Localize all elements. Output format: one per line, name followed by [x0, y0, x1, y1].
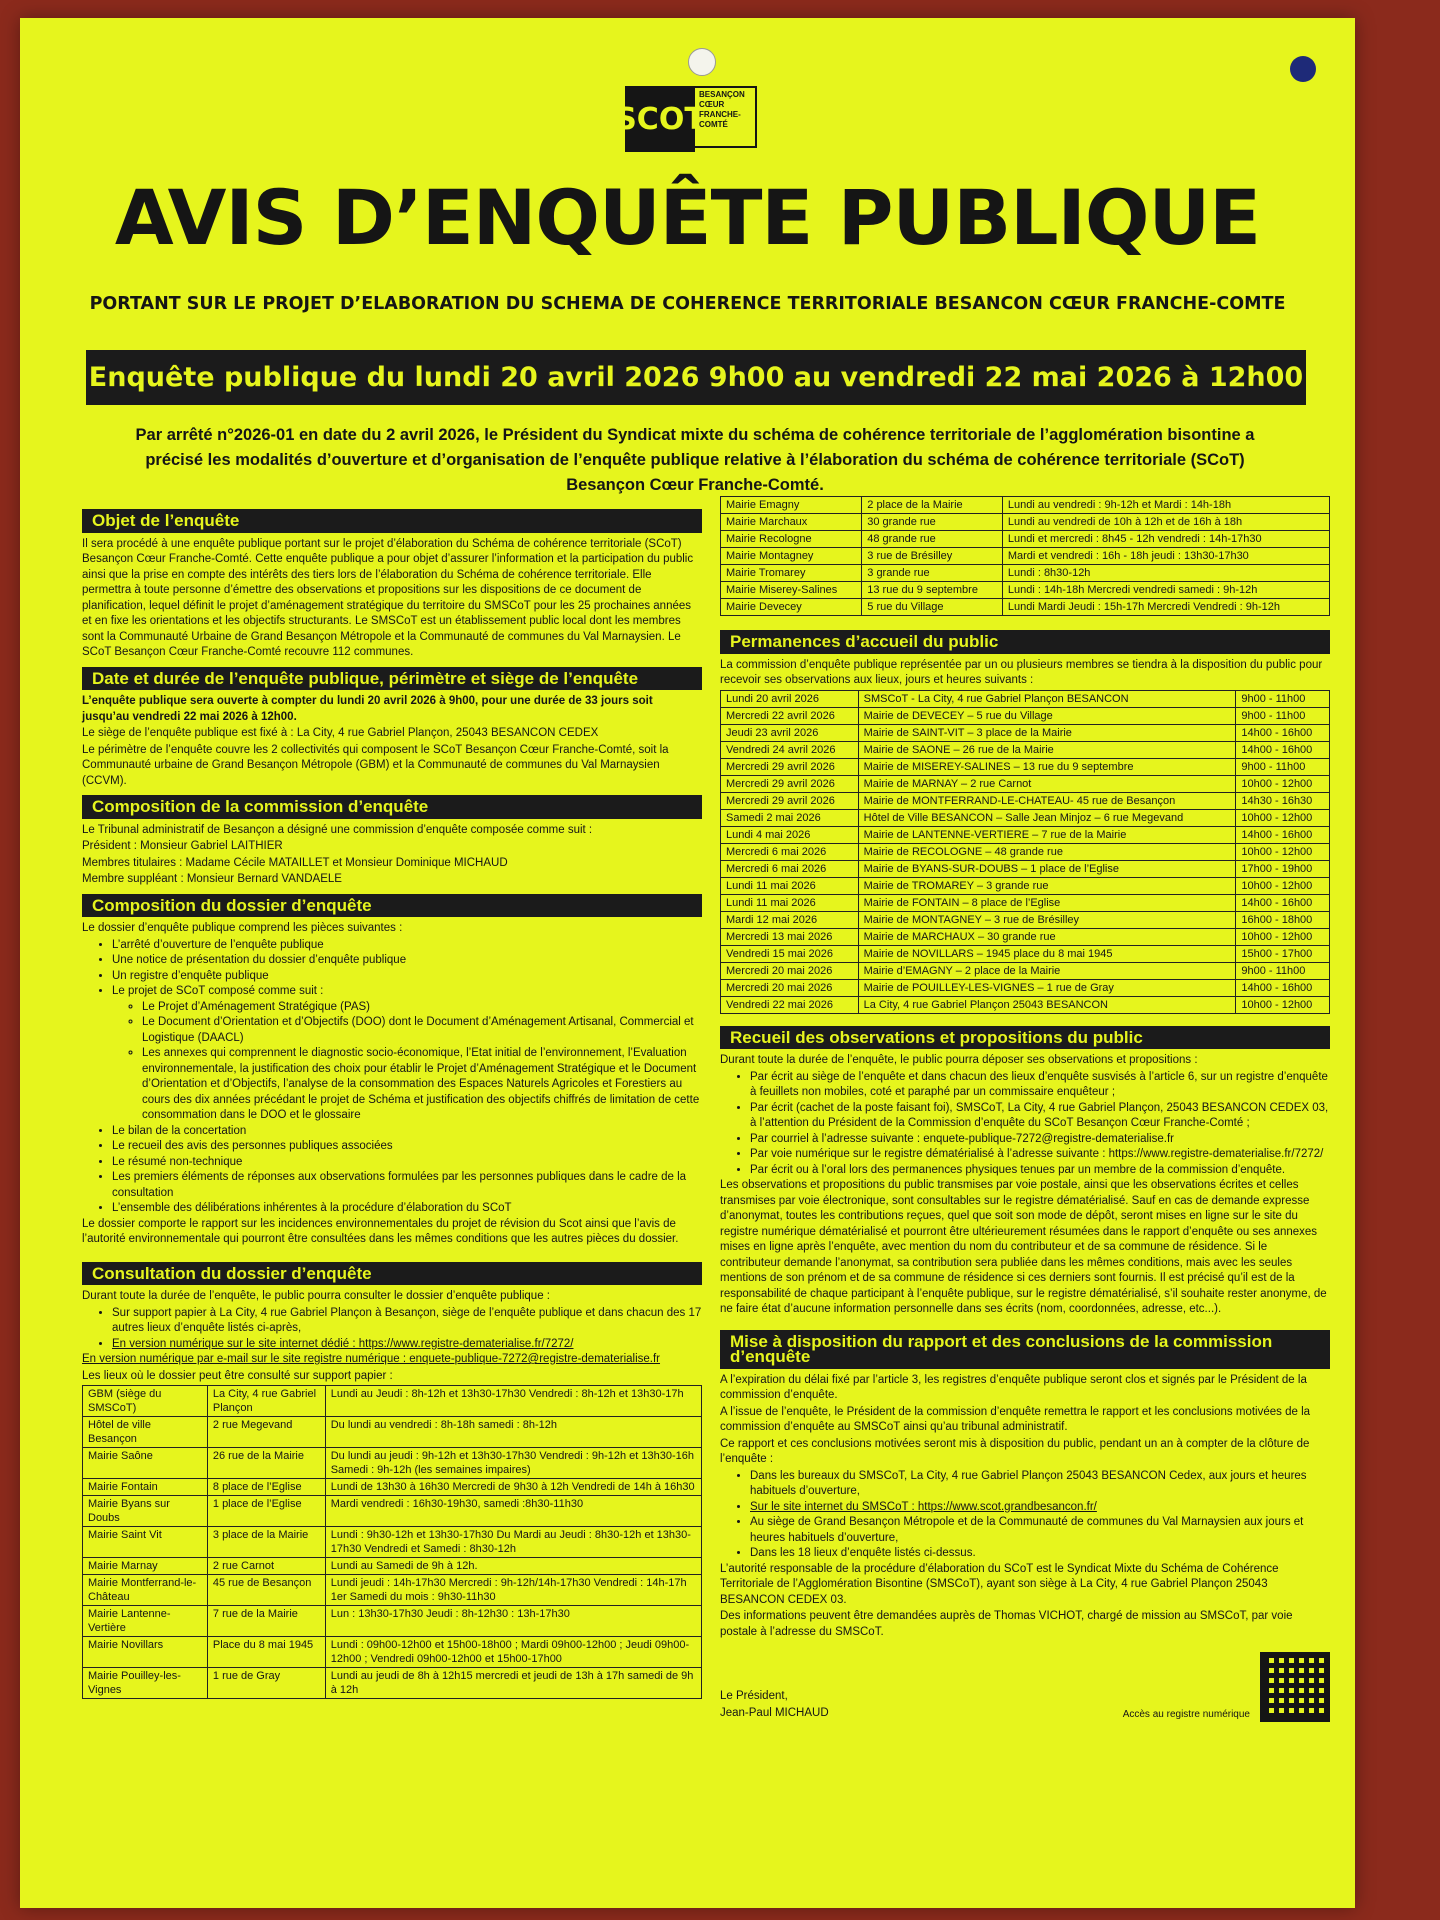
consult-mail[interactable]: En version numérique par e-mail sur le site registre numérique : enquete-publique-7272@registre-dematerialise.fr — [82, 1353, 661, 1365]
compo-text-2: Président : Monsieur Gabriel LAITHIER — [82, 840, 283, 852]
list-item: • Dans les bureaux du SMSCoT, La City, 4 rue Gabriel Plançon 25043 BESANCON Cedex, aux jours et heures habituels d’ouverture, — [750, 1469, 1330, 1500]
table-cell: Lun : 13h30-17h30 Jeudi : 8h-12h30 : 13h-17h30 — [325, 1606, 701, 1637]
table-cell: 14h00 - 16h00 — [1236, 894, 1330, 911]
table-cell: Mairie Marnay — [83, 1558, 208, 1575]
table-cell: 14h00 - 16h00 — [1236, 979, 1330, 996]
compo-text-4: Membre suppléant : Monsieur Bernard VANDAELE — [82, 873, 342, 885]
table-cell: Mairie de MONTAGNEY – 3 rue de Brésilley — [858, 911, 1236, 928]
dossier-outro: Le dossier comporte le rapport sur les incidences environnementales du projet de révision du Scot ainsi que l’avis de l’autorité environnementale qui pourront être consultées dans les mêmes conditions que les autres pièces du dossier. — [82, 1217, 679, 1245]
table-cell: Mercredi 13 mai 2026 — [721, 928, 859, 945]
intro-text: Par arrêté n°2026-01 en date du 2 avril 2026, le Président du Syndicat mixte du schéma de cohérence territoriale de l’agglomération bisontine a précisé les modalités d’ouverture et d’organisation de l’enquête publique relative à l’élaboration du schéma de cohérence territoriale (SCoT) Besançon Cœur Franche-Comté. — [135, 426, 1255, 494]
right-column — [720, 496, 1330, 1722]
table-row — [721, 894, 1330, 911]
table-cell: Mairie de SAINT-VIT – 3 place de la Mairie — [858, 724, 1236, 741]
signature — [720, 1689, 829, 1722]
table-cell: 15h00 - 17h00 — [1236, 945, 1330, 962]
table-cell: Lundi au Jeudi : 8h-12h et 13h30-17h30 Vendredi : 8h-12h et 13h30-17h — [325, 1386, 701, 1417]
mise-heading: Mise à disposition du rapport et des conclusions de la commission d’enquête — [720, 1330, 1330, 1369]
table-cell: 9h00 - 11h00 — [1236, 962, 1330, 979]
table-row — [83, 1527, 702, 1558]
mise-text-1: A l’expiration du délai fixé par l’article 3, les registres d’enquête publique seront clos et signés par le Président de la commission d’enquête. — [720, 1373, 1307, 1401]
table-row — [721, 792, 1330, 809]
table-cell: Lundi 4 mai 2026 — [721, 826, 859, 843]
dossier-list — [82, 938, 702, 1000]
table-cell: Lundi : 8h30-12h — [1002, 565, 1329, 582]
perm-intro: La commission d’enquête publique représentée par un ou plusieurs membres se tiendra à la disposition du public pour recevoir ses observations aux lieux, jours et heures suivants : — [720, 658, 1323, 686]
table-row — [721, 996, 1330, 1013]
table-cell: Mardi 12 mai 2026 — [721, 911, 859, 928]
places-table-2 — [720, 496, 1330, 616]
table-cell: Mairie Lantenne-Vertière — [83, 1606, 208, 1637]
date-banner: Enquête publique du lundi 20 avril 2026 9h00 au vendredi 22 mai 2026 à 12h00 — [86, 350, 1306, 405]
table-row — [721, 582, 1330, 599]
table-cell: Lundi au Samedi de 9h à 12h. — [325, 1558, 701, 1575]
table-cell: Lundi au jeudi de 8h à 12h15 mercredi et jeudi de 13h à 17h samedi de 9h à 12h — [325, 1668, 701, 1699]
table-cell: 2 place de la Mairie — [862, 497, 1003, 514]
list-item: • Un registre d’enquête publique — [112, 969, 702, 985]
table-cell: Mercredi 22 avril 2026 — [721, 707, 859, 724]
mise-text-3: Ce rapport et ces conclusions motivées seront mis à disposition du public, pendant un an à compter de la clôture de l’enquête : — [720, 1437, 1310, 1465]
table-row — [83, 1496, 702, 1527]
table-row — [83, 1575, 702, 1606]
table-cell: 10h00 - 12h00 — [1236, 809, 1330, 826]
table-cell: Mairie de MARNAY – 2 rue Carnot — [858, 775, 1236, 792]
mise-list — [720, 1469, 1330, 1562]
qr-block — [1123, 1652, 1330, 1722]
table-cell: GBM (siège du SMSCoT) — [83, 1386, 208, 1417]
table-cell: Lundi au vendredi de 10h à 12h et de 16h à 18h — [1002, 514, 1329, 531]
table-cell: Lundi : 14h-18h Mercredi vendredi samedi : 9h-12h — [1002, 582, 1329, 599]
table-cell: Du lundi au vendredi : 8h-18h samedi : 8h-12h — [325, 1417, 701, 1448]
signature-name: Jean-Paul MICHAUD — [720, 1706, 829, 1719]
table-row — [721, 826, 1330, 843]
table-row — [83, 1448, 702, 1479]
list-item: • Le résumé non-technique — [112, 1155, 702, 1171]
table-cell: 2 rue Carnot — [207, 1558, 325, 1575]
table-cell: Mairie de DEVECEY – 5 rue du Village — [858, 707, 1236, 724]
list-item: • Par écrit ou à l’oral lors des permanences physiques tenues par un membre de la commission d’enquête. — [750, 1163, 1330, 1179]
table-cell: Mairie Tromarey — [721, 565, 862, 582]
list-item: • Les premiers éléments de réponses aux observations formulées par les personnes publiques dans le cadre de la consultation — [112, 1170, 702, 1201]
table-cell: Mardi et vendredi : 16h - 18h jeudi : 13h30-17h30 — [1002, 548, 1329, 565]
table-cell: 3 place de la Mairie — [207, 1527, 325, 1558]
list-item: • Le projet de SCoT composé comme suit : — [112, 984, 702, 1000]
table-row — [83, 1668, 702, 1699]
table-cell: 48 grande rue — [862, 531, 1003, 548]
table-row — [721, 514, 1330, 531]
table-cell: Hôtel de Ville BESANCON – Salle Jean Minjoz – 6 rue Megevand — [858, 809, 1236, 826]
table-cell: SMSCoT - La City, 4 rue Gabriel Plançon BESANCON — [858, 690, 1236, 707]
table-cell: 10h00 - 12h00 — [1236, 775, 1330, 792]
table-row — [721, 497, 1330, 514]
table-cell: Lundi 11 mai 2026 — [721, 877, 859, 894]
table-cell: 45 rue de Besançon — [207, 1575, 325, 1606]
table-cell: Hôtel de ville Besançon — [83, 1417, 208, 1448]
scot-logo — [615, 86, 757, 152]
table-cell: Mairie de MONTFERRAND-LE-CHATEAU- 45 rue de Besançon — [858, 792, 1236, 809]
table-cell: Mairie de TROMAREY – 3 grande rue — [858, 877, 1236, 894]
pin-white — [688, 48, 716, 76]
pin-blue — [1290, 56, 1316, 82]
table-cell: Lundi 20 avril 2026 — [721, 690, 859, 707]
table-cell: 16h00 - 18h00 — [1236, 911, 1330, 928]
perm-heading: Permanences d’accueil du public — [720, 630, 1330, 654]
table-row — [721, 843, 1330, 860]
table-cell: Mairie de LANTENNE-VERTIERE – 7 rue de la Mairie — [858, 826, 1236, 843]
table-row — [721, 758, 1330, 775]
table-cell: Mairie Pouilley-les-Vignes — [83, 1668, 208, 1699]
table-cell: 30 grande rue — [862, 514, 1003, 531]
permanences-table — [720, 690, 1330, 1014]
table-cell: Mercredi 29 avril 2026 — [721, 775, 859, 792]
table-cell: Mairie Devecey — [721, 599, 862, 616]
table-row — [721, 928, 1330, 945]
list-item: ◦ Le Projet d’Aménagement Stratégique (PAS) — [142, 1000, 702, 1016]
compo-text-1: Le Tribunal administratif de Besançon a désigné une commission d’enquête composée comme suit : — [82, 823, 593, 836]
recueil-intro: Durant toute la durée de l’enquête, le public pourra déposer ses observations et propositions : — [720, 1054, 1198, 1066]
consult-intro: Durant toute la durée de l’enquête, le public pourra consulter le dossier d’enquête publique : — [82, 1290, 550, 1302]
table-row — [721, 690, 1330, 707]
dossier-sublist — [82, 1000, 702, 1124]
table-row — [721, 945, 1330, 962]
list-item: • Une notice de présentation du dossier d’enquête publique — [112, 953, 702, 969]
table-cell: Mairie Montagney — [721, 548, 862, 565]
table-cell: 10h00 - 12h00 — [1236, 928, 1330, 945]
table-cell: Mairie Miserey-Salines — [721, 582, 862, 599]
table-cell: Mairie Fontain — [83, 1479, 208, 1496]
compo-heading: Composition de la commission d’enquête — [82, 795, 702, 819]
table-row — [83, 1417, 702, 1448]
places-table — [82, 1385, 702, 1699]
table-cell: Lundi 11 mai 2026 — [721, 894, 859, 911]
table-cell: Mairie de NOVILLARS – 1945 place du 8 mai 1945 — [858, 945, 1236, 962]
table-cell: Mairie de RECOLOGNE – 48 grande rue — [858, 843, 1236, 860]
table-cell: 17h00 - 19h00 — [1236, 860, 1330, 877]
list-item: • Par écrit au siège de l’enquête et dans chacun des lieux d’enquête susvisés à l’article 6, sur un registre d’enquête à feuillets non mobiles, coté et paraphé par un commissaire enquêteur ; — [750, 1070, 1330, 1101]
mise-text-4: L’autorité responsable de la procédure d’élaboration du SCoT est le Syndicat Mixte du Schéma de Cohérence Territoriale de l’Agglomération Bisontine (SMSCoT), ayant son siège à La City, 4 rue Gabriel Plançon 25043 BESANCON CEDEX 03. — [720, 1562, 1279, 1606]
mise-text-2: A l’issue de l’enquête, le Président de la commission d’enquête remettra le rapport et les conclusions motivées de la commission d’enquête au SMSCoT ainsi qu’au tribunal administratif. — [720, 1405, 1311, 1433]
table-cell: 9h00 - 11h00 — [1236, 758, 1330, 775]
table-cell: 2 rue Megevand — [207, 1417, 325, 1448]
table-cell: Lundi de 13h30 à 16h30 Mercredi de 9h30 à 12h Vendredi de 14h à 16h30 — [325, 1479, 701, 1496]
table-row — [721, 809, 1330, 826]
table-cell: Lundi jeudi : 14h-17h30 Mercredi : 9h-12h/14h-17h30 Vendredi : 14h-17h 1er Samedi du mois : 9h30-11h30 — [325, 1575, 701, 1606]
table-cell: La City, 4 rue Gabriel Plançon — [207, 1386, 325, 1417]
table-cell: 14h00 - 16h00 — [1236, 741, 1330, 758]
table-cell: Mercredi 29 avril 2026 — [721, 792, 859, 809]
date-heading: Date et durée de l’enquête publique, périmètre et siège de l’enquête — [82, 667, 702, 691]
table-cell: Vendredi 22 mai 2026 — [721, 996, 859, 1013]
table-row — [721, 724, 1330, 741]
logo-subtitle: BESANÇON CŒUR FRANCHE-COMTÉ — [695, 86, 757, 148]
table-cell: Lundi au vendredi : 9h-12h et Mardi : 14h-18h — [1002, 497, 1329, 514]
table-cell: Lundi : 09h00-12h00 et 15h00-18h00 ; Mardi 09h00-12h00 ; Jeudi 09h00-12h00 ; Vendredi 09h00-12h00 et 15h00-17h00 — [325, 1637, 701, 1668]
table-cell: Lundi et mercredi : 8h45 - 12h vendredi : 14h-17h30 — [1002, 531, 1329, 548]
table-cell: Mairie Saint Vit — [83, 1527, 208, 1558]
table-row — [721, 531, 1330, 548]
list-item: • Par voie numérique sur le registre dématérialisé à l’adresse suivante : https://www.registre-dematerialise.fr/7272/ — [750, 1147, 1330, 1163]
list-item: • Au siège de Grand Besançon Métropole et de la Communauté de communes du Val Marnaysien aux jours et heures habituels d’ouverture, — [750, 1515, 1330, 1546]
table-row — [83, 1558, 702, 1575]
table-cell: 26 rue de la Mairie — [207, 1448, 325, 1479]
table-cell: Mercredi 6 mai 2026 — [721, 843, 859, 860]
table-cell: 10h00 - 12h00 — [1236, 877, 1330, 894]
table-cell: 14h30 - 16h30 — [1236, 792, 1330, 809]
table-cell: La City, 4 rue Gabriel Plançon 25043 BESANCON — [858, 996, 1236, 1013]
table-row — [721, 599, 1330, 616]
list-item: • Le recueil des avis des personnes publiques associées — [112, 1139, 702, 1155]
table-cell: Place du 8 mai 1945 — [207, 1637, 325, 1668]
table-row — [721, 548, 1330, 565]
subtitle: PORTANT SUR LE PROJET D’ELABORATION DU SCHEMA DE COHERENCE TERRITORIALE BESANCON CŒUR FRANCHE-COMTE — [89, 294, 1286, 314]
compo-text-3: Membres titulaires : Madame Cécile MATAILLET et Monsieur Dominique MICHAUD — [82, 856, 508, 869]
list-item[interactable]: • Sur le site internet du SMSCoT : https://www.scot.grandbesancon.fr/ — [750, 1500, 1330, 1516]
qr-label: Accès au registre numérique — [1122, 1708, 1250, 1720]
table-cell: 14h00 - 16h00 — [1236, 724, 1330, 741]
recueil-heading: Recueil des observations et propositions du public — [720, 1026, 1330, 1050]
table-cell: 3 rue de Brésilley — [862, 548, 1003, 565]
table-cell: Mairie Montferrand-le-Château — [83, 1575, 208, 1606]
page-title: AVIS D’ENQUÊTE PUBLIQUE — [114, 173, 1261, 262]
dossier-list-2 — [82, 1124, 702, 1217]
table-row — [83, 1386, 702, 1417]
recueil-text: Les observations et propositions du public transmises par voie postale, ainsi que les observations écrites et celles transmises par voie électronique, sont consultables sur le registre dématérialisé. Sauf en cas de demande expresse d’anonymat, toutes les contributions reçues, quel que soit son mode de dépôt, seront mises en ligne sur le site du registre numérique dématérialisé et pourront être ultérieurement résumées dans le rapport d’enquête ou ses annexes mises en ligne après l’enquête, avec mention du nom du contributeur et de sa commune de résidence. Si le contributeur demande l’anonymat, sa contribution sera publiée dans les mêmes conditions, mais avec les seules mentions de son prénom et de sa commune de résidence si ces derniers sont fournis. Il est précisé qu’il est de la responsabilité de chaque participant à l’enquête publique, sur le registre dématérialisé, s’il souhaite rester anonyme, de ne faire état d’aucune information personnelle dans ses écrits (nom, coordonnées, adresse, etc...). — [720, 1179, 1327, 1315]
table-cell: Mairie de SAONE – 26 rue de la Mairie — [858, 741, 1236, 758]
table-cell: Mairie Marchaux — [721, 514, 862, 531]
table-cell: 9h00 - 11h00 — [1236, 707, 1330, 724]
signature-row — [720, 1652, 1330, 1722]
table-cell: 8 place de l’Eglise — [207, 1479, 325, 1496]
table-cell: Lundi : 9h30-12h et 13h30-17h30 Du Mardi au Jeudi : 8h30-12h et 13h30-17h30 Vendredi et Samedi : 8h30-12h — [325, 1527, 701, 1558]
date-text-2: Le siège de l’enquête publique est fixé à : La City, 4 rue Gabriel Plançon, 25043 BESANCON CEDEX — [82, 727, 599, 739]
consult-heading: Consultation du dossier d’enquête — [82, 1262, 702, 1286]
table-cell: 1 place de l’Eglise — [207, 1496, 325, 1527]
table-cell: Mairie de FONTAIN – 8 place de l’Eglise — [858, 894, 1236, 911]
table-row — [721, 877, 1330, 894]
table-cell: Mairie de BYANS-SUR-DOUBS – 1 place de l’Eglise — [858, 860, 1236, 877]
dossier-intro: Le dossier d’enquête publique comprend les pièces suivantes : — [82, 922, 403, 934]
table-row — [721, 565, 1330, 582]
table-row — [721, 741, 1330, 758]
table-cell: Mairie de MARCHAUX – 30 grande rue — [858, 928, 1236, 945]
table-cell: Mercredi 20 mai 2026 — [721, 962, 859, 979]
table-cell: 3 grande rue — [862, 565, 1003, 582]
table-cell: 10h00 - 12h00 — [1236, 843, 1330, 860]
table-cell: 13 rue du 9 septembre — [862, 582, 1003, 599]
table-row — [83, 1606, 702, 1637]
table-cell: Mairie Recologne — [721, 531, 862, 548]
table-cell: 1 rue de Gray — [207, 1668, 325, 1699]
table-cell: Vendredi 15 mai 2026 — [721, 945, 859, 962]
list-item: • Dans les 18 lieux d’enquête listés ci-dessus. — [750, 1546, 1330, 1562]
table-cell: Mercredi 6 mai 2026 — [721, 860, 859, 877]
date-text-1: L’enquête publique sera ouverte à compter du lundi 20 avril 2026 à 9h00, pour une durée de 33 jours soit jusqu’au vendredi 22 mai 2026 à 12h00. — [82, 695, 653, 723]
table-row — [721, 860, 1330, 877]
signature-title: Le Président, — [720, 1690, 788, 1702]
list-item[interactable]: • En version numérique sur le site internet dédié : https://www.registre-dematerialise.fr/7272/ — [112, 1337, 702, 1353]
table-cell: Mercredi 20 mai 2026 — [721, 979, 859, 996]
table-cell: Mardi vendredi : 16h30-19h30, samedi :8h30-11h30 — [325, 1496, 701, 1527]
list-item: ◦ Les annexes qui comprennent le diagnostic socio-économique, l’Etat initial de l’environnement, l’Evaluation environnementale, la justification des choix pour établir le Projet d’Aménagement Stratégique et le Document d’Orientation et d’Objectifs, l’analyse de la consommation des Espaces Naturels Agricoles et Forestiers au cours des dix années précédant le projet de Schéma et justification des objectifs chiffrés de limitation de cette consommation dans le DOO et le glossaire — [142, 1046, 702, 1124]
table-row — [721, 775, 1330, 792]
table-cell: Lundi Mardi Jeudi : 15h-17h Mercredi Vendredi : 9h-12h — [1002, 599, 1329, 616]
consult-list — [82, 1306, 702, 1353]
table-row — [83, 1637, 702, 1668]
left-column — [82, 503, 702, 1699]
table-cell: Mairie d’EMAGNY – 2 place de la Mairie — [858, 962, 1236, 979]
table-cell: Vendredi 24 avril 2026 — [721, 741, 859, 758]
table-cell: 7 rue de la Mairie — [207, 1606, 325, 1637]
table-cell: Mairie Novillars — [83, 1637, 208, 1668]
table-row — [83, 1479, 702, 1496]
table-cell: 10h00 - 12h00 — [1236, 996, 1330, 1013]
list-item: • Le bilan de la concertation — [112, 1124, 702, 1140]
objet-heading: Objet de l’enquête — [82, 509, 702, 533]
table-cell: Du lundi au jeudi : 9h-12h et 13h30-17h30 Vendredi : 9h-12h et 13h30-16h Samedi : 9h-12h (les semaines impaires) — [325, 1448, 701, 1479]
list-item: • Par écrit (cachet de la poste faisant foi), SMSCoT, La City, 4 rue Gabriel Plançon, 25043 BESANCON CEDEX 03, à l’attention du Président de la Commission d’enquête du SCoT Besançon Cœur Franche-Comté ; — [750, 1101, 1330, 1132]
list-item: • Par courriel à l’adresse suivante : enquete-publique-7272@registre-dematerialise.fr — [750, 1132, 1330, 1148]
consult-places: Les lieux où le dossier peut être consulté sur support papier : — [82, 1369, 393, 1382]
objet-text: Il sera procédé à une enquête publique portant sur le projet d’élaboration du Schéma de cohérence territoriale (SCoT) Besançon Cœur Franche-Comté. Cette enquête publique a pour objet d’assurer l’information et la participation du public ainsi que la prise en compte des intérêts des tiers lors de l’élaboration du Schéma de cohérence territoriale. Elle permettra à toute personne d’émettre des observations et propositions sur les dispositions de ce document de planification, lequel définit le projet d’aménagement stratégique du territoire du SMSCoT pour les 25 prochaines années et en fixe les orientations et les objectifs structurants. Le SMSCoT est un établissement public local dont les membres sont la Communauté Urbaine de Grand Besançon Métropole et la Communauté de communes du Val Marnaysien. Le SCoT Besançon Cœur Franche-Comté recouvre 112 communes. — [82, 537, 694, 658]
table-cell: Samedi 2 mai 2026 — [721, 809, 859, 826]
qr-code-icon[interactable] — [1260, 1652, 1330, 1722]
table-cell: 14h00 - 16h00 — [1236, 826, 1330, 843]
table-row — [721, 911, 1330, 928]
dossier-heading: Composition du dossier d’enquête — [82, 894, 702, 918]
table-row — [721, 707, 1330, 724]
table-cell: Mairie de MISEREY-SALINES – 13 rue du 9 septembre — [858, 758, 1236, 775]
table-row — [721, 979, 1330, 996]
mise-text-5: Des informations peuvent être demandées auprès de Thomas VICHOT, chargé de mission au SMSCoT, par voie postale à l’adresse du SMSCoT. — [720, 1610, 1293, 1638]
list-item: • L’ensemble des délibérations inhérentes à la procédure d’élaboration du SCoT — [112, 1201, 702, 1217]
table-cell: Mairie Byans sur Doubs — [83, 1496, 208, 1527]
date-text-3: Le périmètre de l’enquête couvre les 2 collectivités qui composent le SCoT Besançon Cœur Franche-Comté, soit la Communauté urbaine de Grand Besançon Métropole (GBM) et la Communauté de communes du Val Marnaysien (CCVM). — [82, 743, 669, 787]
recueil-list — [720, 1070, 1330, 1179]
table-row — [721, 962, 1330, 979]
table-cell: 5 rue du Village — [862, 599, 1003, 616]
logo-mark: SCOT — [625, 86, 695, 152]
list-item: • L’arrêté d’ouverture de l’enquête publique — [112, 938, 702, 954]
list-item: • Sur support papier à La City, 4 rue Gabriel Plançon à Besançon, siège de l’enquête publique et dans chacun des 17 autres lieux d’enquête listés ci-après, — [112, 1306, 702, 1337]
poster — [20, 18, 1355, 1908]
table-cell: Mercredi 29 avril 2026 — [721, 758, 859, 775]
table-cell: 9h00 - 11h00 — [1236, 690, 1330, 707]
table-cell: Jeudi 23 avril 2026 — [721, 724, 859, 741]
table-cell: Mairie de POUILLEY-LES-VIGNES – 1 rue de Gray — [858, 979, 1236, 996]
list-item: ◦ Le Document d’Orientation et d’Objectifs (DOO) dont le Document d’Aménagement Artisanal, Commercial et Logistique (DAACL) — [142, 1015, 702, 1046]
table-cell: Mairie Saône — [83, 1448, 208, 1479]
table-cell: Mairie Emagny — [721, 497, 862, 514]
